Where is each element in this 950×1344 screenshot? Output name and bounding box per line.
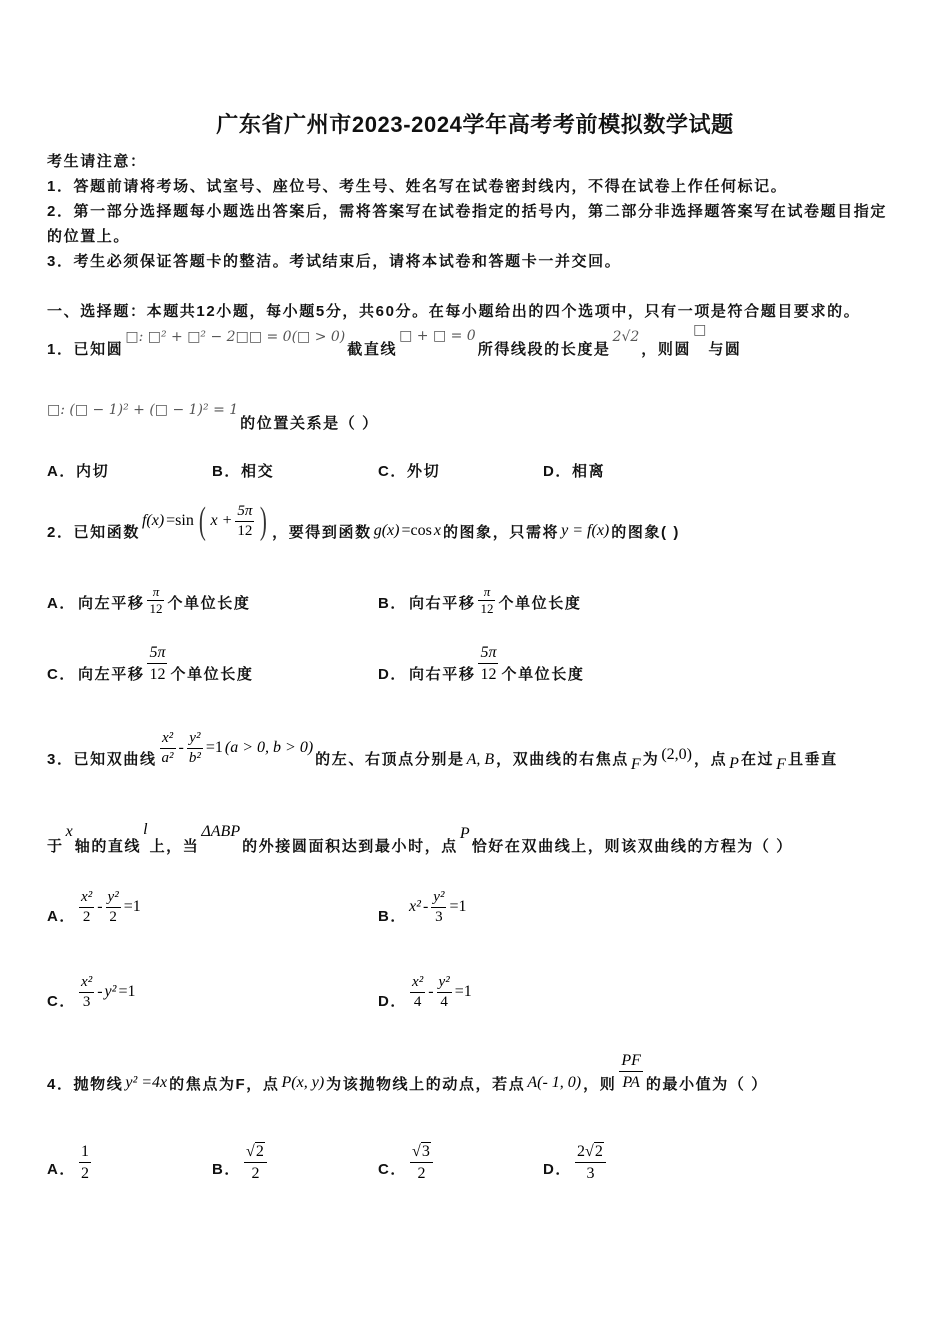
fraction-numerator: x² — [412, 973, 424, 990]
q1-chord-length: 2√2 — [612, 329, 640, 345]
y-term-fraction — [431, 888, 446, 927]
notice-item-2: 2．第一部分选择题每小题选出答案后，需将答案写在试卷指定的括号内，第二部分非选择题答案写在试卷题目指定 — [47, 203, 887, 220]
fraction-denominator: b² — [188, 749, 201, 766]
fraction-numerator: y² — [438, 973, 450, 990]
option-text: 内切 — [76, 463, 110, 480]
fraction-numerator — [410, 1141, 433, 1162]
option-text: 向右平移 — [409, 665, 476, 683]
q3-stem-text: 于 — [47, 837, 64, 855]
answer-fraction — [410, 1141, 433, 1184]
fraction-numerator: π — [152, 583, 160, 599]
q3-stem-text: 上，当 — [149, 837, 200, 855]
x-term-fraction — [79, 888, 94, 927]
option-label: A． — [47, 1160, 77, 1178]
q1-stem-text: 所得线段的长度是 — [477, 340, 611, 358]
equals-one: =1 — [454, 983, 472, 1000]
q3-line-name: l — [143, 821, 148, 838]
q1-circle-equation: □: □² + □² − 2□□ = 0(□ > 0) — [125, 329, 346, 345]
fraction-numerator: 5π — [149, 643, 166, 661]
shift-fraction — [147, 584, 164, 617]
option-text: 个单位长度 — [167, 594, 251, 612]
fraction-numerator: PF — [621, 1051, 641, 1069]
radicand: 3 — [421, 1142, 430, 1160]
q1-stem-line-2 — [47, 402, 379, 442]
q1-stem-line-1 — [47, 322, 742, 368]
option-text: 相交 — [241, 463, 275, 480]
x-term-fraction — [410, 973, 425, 1012]
notice-item-1: 1．答题前请将考场、试室号、座位号、考生号、姓名写在试卷密封线内，不得在试卷上作任何标记。 — [47, 178, 788, 195]
fraction-denominator: 3 — [575, 1162, 606, 1184]
fraction-denominator: 4 — [410, 992, 425, 1012]
q3-option-a — [47, 882, 141, 932]
answer-fraction — [244, 1141, 267, 1184]
fraction-denominator: 2 — [79, 1162, 91, 1184]
q3-hyperbola-equation — [159, 729, 314, 768]
fraction-denominator: 12 — [478, 663, 498, 685]
q2-lead: 2．已知函数 — [47, 523, 140, 541]
x-term: x² — [409, 898, 421, 915]
q3-axis: x — [65, 823, 73, 840]
q4-ratio-fraction — [619, 1050, 643, 1093]
y-term-fraction — [106, 888, 121, 927]
option-label: B． — [212, 1160, 242, 1178]
fraction-denominator: 2 — [410, 1162, 433, 1184]
radicand: 2 — [255, 1142, 264, 1160]
q4-stem-text: ，则 — [583, 1075, 617, 1093]
option-label: D． — [543, 1160, 573, 1178]
y-term: y² — [104, 983, 117, 1000]
fraction-denominator: 12 — [149, 600, 163, 616]
left-paren: ( — [198, 500, 206, 542]
hyperbola-condition: (a > 0, b > 0) — [224, 739, 314, 756]
minus-sign: - — [97, 983, 103, 1000]
q1-stem-text: 与圆 — [708, 340, 742, 358]
fraction-numerator: π — [483, 583, 491, 599]
fraction-numerator: x² — [161, 729, 174, 746]
option-label: C． — [47, 992, 77, 1010]
q3-vertices: A, B — [466, 751, 495, 768]
fraction-numerator: y² — [107, 888, 119, 905]
fraction-denominator: 12 — [147, 663, 167, 685]
g-variable: x — [433, 522, 441, 539]
option-label: C． — [378, 1160, 408, 1178]
q3-focus-coordinate: (2,0) — [661, 746, 692, 763]
notice-item-2-continued: 的位置上。 — [47, 228, 131, 245]
q3-option-b — [378, 882, 466, 932]
hyperbola-y-term — [187, 729, 203, 768]
option-label: B． — [378, 907, 408, 925]
fraction-denominator: PA — [619, 1071, 643, 1093]
q2-option-a — [47, 577, 250, 627]
exam-title: 广东省广州市2023-2024学年高考考前模拟数学试题 — [216, 112, 734, 137]
fraction-denominator: 4 — [437, 992, 452, 1012]
q2-stem-text: ，要得到函数 — [272, 523, 372, 541]
q3-stem-text: 的外接圆面积达到最小时，点 — [242, 837, 458, 855]
minus-sign: - — [178, 739, 184, 756]
q3-stem-text: 在过 — [740, 750, 775, 768]
fraction-numerator: y² — [189, 729, 201, 746]
option-label: A． — [47, 594, 77, 612]
f-head: f(x) — [141, 512, 165, 529]
root-sign: √ — [412, 1142, 421, 1160]
option-label: D． — [543, 463, 573, 480]
q2-option-d — [378, 643, 585, 698]
q3-point: P — [459, 825, 470, 842]
q2-stem-text: 的图象，只需将 — [442, 523, 560, 541]
answer-fraction — [79, 1141, 91, 1184]
equals-one: =1 — [123, 898, 141, 915]
fraction-denominator: 2 — [244, 1162, 267, 1184]
fraction-denominator: 12 — [480, 600, 494, 616]
option-label: B． — [212, 463, 242, 480]
option-label: D． — [378, 992, 408, 1010]
phase-fraction — [235, 502, 254, 541]
q1-circle-name: □ — [693, 322, 707, 338]
x-term-fraction — [79, 973, 94, 1012]
shift-fraction — [478, 584, 495, 617]
q4-moving-point: P(x, y) — [281, 1074, 325, 1091]
option-label: C． — [47, 665, 77, 683]
q3-stem-text: 且垂直 — [787, 750, 838, 768]
fraction-numerator: x² — [81, 888, 93, 905]
g-head: g(x) — [373, 522, 400, 539]
notice-item-3: 3．考生必须保证答题卡的整洁。考试结束后，请将本试卷和答题卡一并交回。 — [47, 253, 622, 270]
coefficient: 2 — [577, 1142, 586, 1160]
q3-stem-text: 恰好在双曲线上，则该双曲线的方程为（ ） — [471, 837, 793, 855]
q2-y-equation: y = f(x) — [561, 522, 610, 539]
option-text: 外切 — [407, 463, 441, 480]
q2-g-definition — [374, 522, 441, 540]
q4-stem-text: 为该抛物线上的动点，若点 — [326, 1075, 526, 1093]
equals-one: =1 — [449, 898, 467, 915]
root-sign: √ — [246, 1142, 255, 1160]
fraction-denominator: 2 — [79, 907, 94, 927]
fraction-numerator — [244, 1141, 267, 1162]
q2-stem-line — [47, 501, 680, 561]
minus-sign: - — [97, 898, 103, 915]
q3-stem-line-1 — [47, 728, 838, 788]
f-equals-sin: =sin — [166, 512, 194, 529]
inner-term: x + — [210, 512, 233, 529]
q2-f-definition — [142, 502, 270, 541]
q2-option-b — [378, 577, 581, 627]
q3-stem-text: ，双曲线的右焦点 — [496, 750, 629, 768]
q4-fixed-point: A(- 1, 0) — [527, 1074, 582, 1091]
fraction-denominator: a² — [161, 749, 174, 766]
fraction-numerator — [575, 1141, 606, 1162]
fraction-numerator: x² — [81, 973, 93, 990]
q1-option-c — [378, 460, 440, 484]
fraction-denominator: 3 — [79, 992, 94, 1012]
q2-stem-text: 的图象( ) — [611, 523, 681, 541]
option-label: D． — [378, 665, 408, 683]
option-label: C． — [378, 463, 408, 480]
hyperbola-x-term — [160, 729, 176, 768]
q4-option-b — [212, 1137, 268, 1187]
fraction-denominator: 12 — [235, 521, 254, 541]
fraction-denominator: 2 — [106, 907, 121, 927]
option-label: B． — [378, 594, 408, 612]
q1-stem-text: 的位置关系是（ ） — [240, 414, 379, 432]
q3-stem-text: 轴的直线 — [74, 837, 142, 855]
q2-option-c — [47, 643, 254, 698]
q3-option-d — [378, 967, 472, 1017]
q4-stem-line — [47, 1053, 768, 1113]
q3-lead: 3．已知双曲线 — [47, 750, 157, 768]
minus-sign: - — [428, 983, 434, 1000]
q4-option-c — [378, 1137, 434, 1187]
q3-stem-line-2 — [47, 821, 793, 865]
q4-parabola-equation: y² =4x — [125, 1074, 168, 1091]
q4-option-d — [543, 1137, 607, 1187]
q1-second-circle-equation: □: (□ − 1)² + (□ − 1)² = 1 — [47, 402, 239, 418]
q4-stem-text: 的焦点为F，点 — [169, 1075, 280, 1093]
q3-stem-text: ，点 — [693, 750, 728, 768]
right-paren: ) — [260, 500, 268, 542]
q1-line-equation: □ + □ = 0 — [399, 328, 476, 344]
option-label: A． — [47, 907, 77, 925]
q3-stem-text: 的左、右顶点分别是 — [315, 750, 465, 768]
equals-one: =1 — [118, 983, 136, 1000]
fraction-denominator: 3 — [431, 907, 446, 927]
q1-stem-text: ，则圆 — [641, 340, 692, 358]
fraction-numerator: 5π — [480, 643, 497, 661]
option-text: 个单位长度 — [501, 665, 585, 683]
q3-focus: F — [630, 756, 641, 773]
q3-triangle: ΔABP — [201, 823, 241, 840]
option-text: 个单位长度 — [170, 665, 254, 683]
q3-focus: F — [776, 756, 786, 773]
option-text: 个单位长度 — [498, 594, 582, 612]
fraction-numerator: 1 — [81, 1142, 90, 1160]
g-equals-cos: =cos — [401, 522, 432, 539]
option-text: 向左平移 — [78, 665, 145, 683]
q1-stem-text: 截直线 — [347, 340, 398, 358]
q4-lead: 4．抛物线 — [47, 1075, 124, 1093]
radicand: 2 — [594, 1142, 603, 1160]
q3-stem-text: 为 — [642, 750, 660, 768]
q4-stem-text: 的最小值为（ ） — [645, 1075, 768, 1093]
minus-sign: - — [422, 898, 429, 915]
option-label: A． — [47, 463, 77, 480]
equals-one: =1 — [205, 739, 223, 756]
fraction-numerator: y² — [433, 888, 445, 905]
root-sign: √ — [585, 1142, 594, 1160]
q1-option-b — [212, 460, 274, 484]
option-text: 向右平移 — [409, 594, 476, 612]
notice-heading: 考生请注意： — [47, 153, 147, 170]
q1-option-d — [543, 460, 605, 484]
option-text: 相离 — [572, 463, 606, 480]
q1-lead: 1．已知圆 — [47, 340, 124, 358]
shift-fraction — [147, 642, 167, 685]
fraction-numerator: 5π — [237, 502, 253, 519]
q1-option-a — [47, 460, 109, 484]
option-text: 向左平移 — [78, 594, 145, 612]
q4-option-a — [47, 1137, 92, 1187]
section-heading: 一、选择题：本题共12小题，每小题5分，共60分。在每小题给出的四个选项中，只有一项是符合题目要求的。 — [47, 303, 861, 320]
answer-fraction — [575, 1141, 606, 1184]
shift-fraction — [478, 642, 498, 685]
q3-option-c — [47, 967, 135, 1017]
q3-point: P — [729, 755, 739, 772]
y-term-fraction — [437, 973, 452, 1012]
